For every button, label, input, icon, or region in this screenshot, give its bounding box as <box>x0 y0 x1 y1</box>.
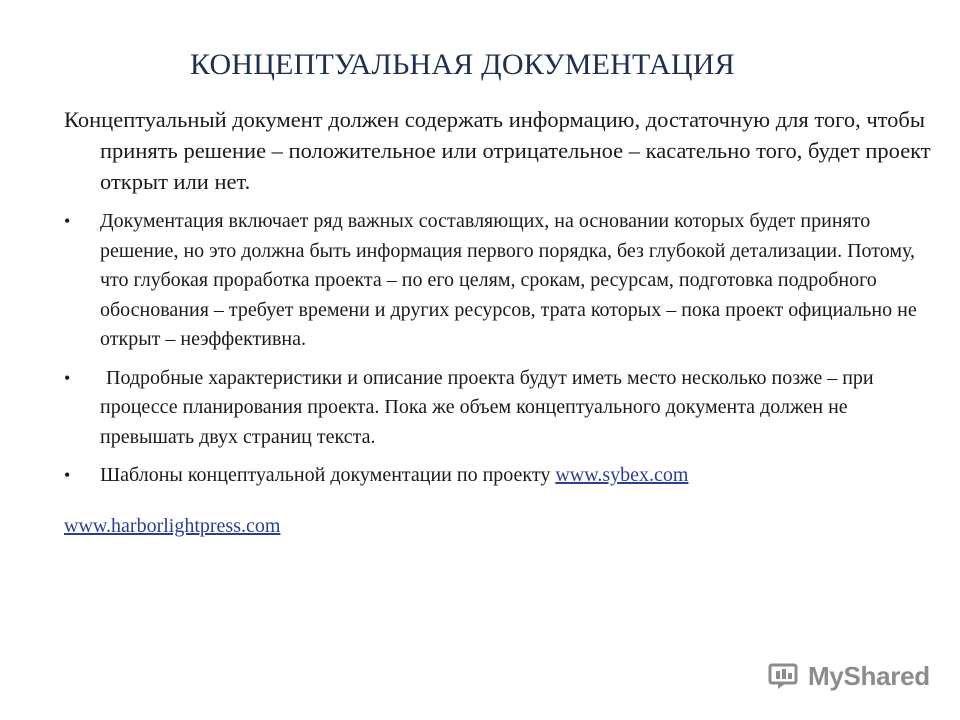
slide-title: КОНЦЕПТУАЛЬНАЯ ДОКУМЕНТАЦИЯ <box>190 48 735 81</box>
bullet-item <box>64 364 924 453</box>
bullet-marker: • <box>64 465 71 485</box>
bullet-item <box>64 207 924 355</box>
bullet-marker: • <box>64 367 71 388</box>
sybex-link[interactable]: www.sybex.com <box>555 464 689 486</box>
harborlightpress-link[interactable]: www.harborlightpress.com <box>64 515 281 537</box>
myshared-logo-icon <box>768 661 802 691</box>
bullet-marker: • <box>64 211 71 231</box>
watermark-brand: MyShared <box>808 660 930 691</box>
bullet-list <box>64 207 924 500</box>
bullet-text: Документация включает ряд важных составляющих, на основании которых будет принято решение, но это должна быть информация первого порядка, без глубокой детализации. Потому, что глубокая проработка проекта – по его целям, срокам, ресурсам, подготовка подробного обоснования – требует времени и других ресурсов, трата которых – пока проект официально не открыт – неэффективна. <box>100 210 917 350</box>
watermark <box>768 656 930 696</box>
bullet-text: Подробные характеристики и описание проекта будут иметь место несколько позже – при процессе планирования проекта. Пока же объем концептуального документа должен не превышать двух страниц текста. <box>100 366 874 448</box>
intro-paragraph: Концептуальный документ должен содержать информацию, достаточную для того, чтобы принять решение – положительное или отрицательное – касательно того, будет проект открыт или нет. <box>64 107 931 194</box>
bullet-text: Шаблоны концептуальной документации по проекту <box>100 464 556 486</box>
bullet-item <box>64 461 924 491</box>
footer-link-container <box>64 512 280 541</box>
